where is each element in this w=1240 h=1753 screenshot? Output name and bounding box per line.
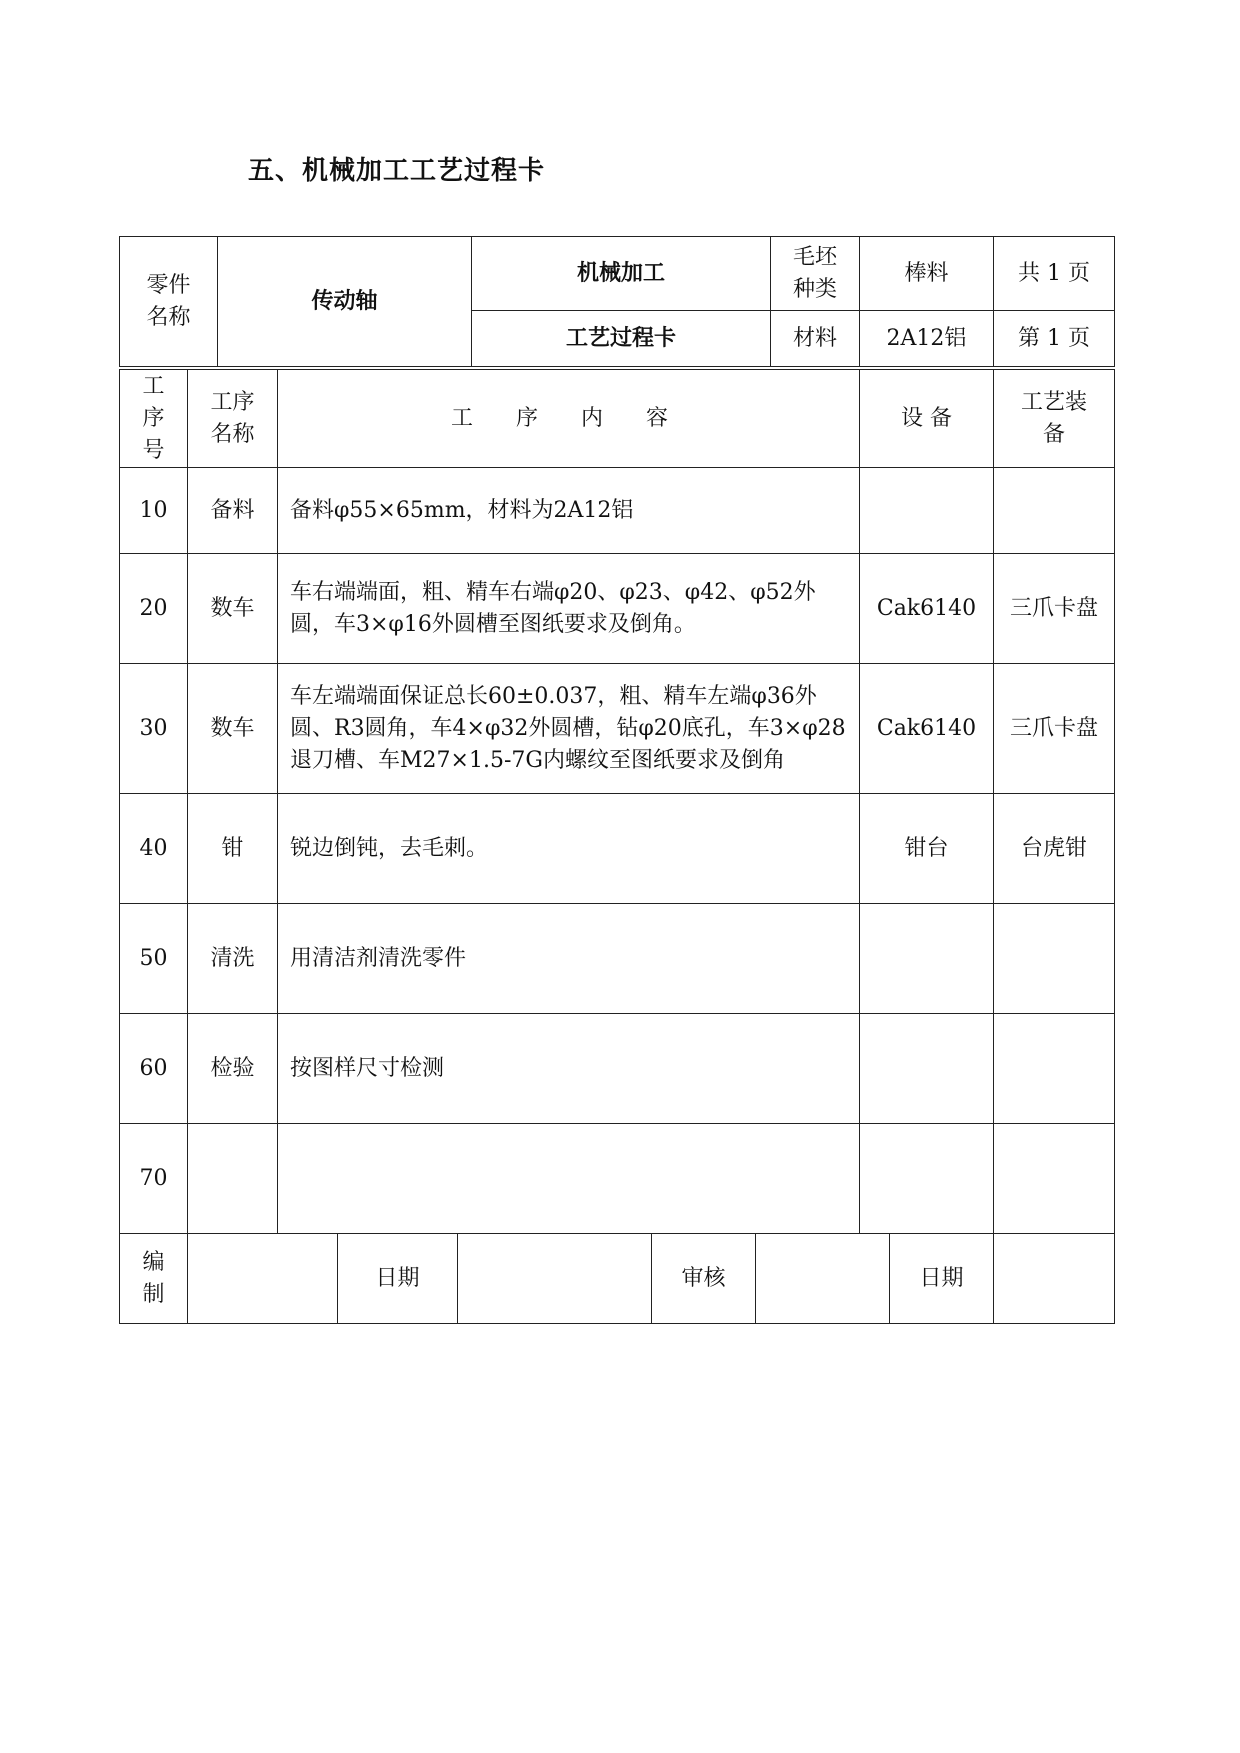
op-name: 钳 <box>188 794 278 904</box>
op-tooling <box>994 904 1115 1014</box>
header-table <box>119 236 1115 367</box>
op-equipment <box>860 468 994 554</box>
date-label-1: 日期 <box>338 1234 458 1324</box>
table-row <box>120 794 1115 904</box>
compiled-by-field <box>188 1234 338 1324</box>
compiled-by-label: 编 制 <box>120 1234 188 1324</box>
card-title-line-1: 机械加工 <box>472 237 771 311</box>
page-title: 五、机械加工工艺过程卡 <box>248 156 546 186</box>
op-content: 备料φ55×65mm，材料为2A12铝 <box>278 468 860 554</box>
blank-type-label: 毛坯 种类 <box>771 237 860 311</box>
page-number: 第 1 页 <box>994 311 1115 367</box>
op-no: 30 <box>120 664 188 794</box>
date-field-2 <box>994 1234 1115 1324</box>
part-name-value: 传动轴 <box>218 237 472 367</box>
op-content: 按图样尺寸检测 <box>278 1014 860 1124</box>
table-row <box>120 554 1115 664</box>
op-name: 数车 <box>188 554 278 664</box>
col-tooling: 工艺装 备 <box>994 370 1115 468</box>
op-equipment <box>860 904 994 1014</box>
part-name-label: 零件 名称 <box>120 237 218 367</box>
total-pages: 共 1 页 <box>994 237 1115 311</box>
blank-type-value: 棒料 <box>860 237 994 311</box>
op-name: 数车 <box>188 664 278 794</box>
op-tooling <box>994 468 1115 554</box>
signature-table <box>119 1233 1115 1324</box>
op-name: 备料 <box>188 468 278 554</box>
op-tooling: 台虎钳 <box>994 794 1115 904</box>
op-content: 用清洁剂清洗零件 <box>278 904 860 1014</box>
card-title-line-2: 工艺过程卡 <box>472 311 771 367</box>
op-content: 车左端端面保证总长60±0.037，粗、精车左端φ36外圆、R3圆角，车4×φ32外圆槽，钻φ20底孔，车3×φ28退刀槽、车M27×1.5-7G内螺纹至图纸要求及倒角 <box>278 664 860 794</box>
material-label: 材料 <box>771 311 860 367</box>
op-name: 检验 <box>188 1014 278 1124</box>
table-row <box>120 664 1115 794</box>
op-equipment: 钳台 <box>860 794 994 904</box>
op-content: 车右端端面，粗、精车右端φ20、φ23、φ42、φ52外圆，车3×φ16外圆槽至图纸要求及倒角。 <box>278 554 860 664</box>
op-no: 20 <box>120 554 188 664</box>
op-content: 锐边倒钝，去毛刺。 <box>278 794 860 904</box>
operations-table <box>119 369 1115 1234</box>
op-no: 60 <box>120 1014 188 1124</box>
op-equipment: Cak6140 <box>860 664 994 794</box>
col-content: 工 序 内 容 <box>278 370 860 468</box>
column-header-row <box>120 370 1115 468</box>
op-equipment <box>860 1014 994 1124</box>
op-tooling: 三爪卡盘 <box>994 664 1115 794</box>
table-row <box>120 1014 1115 1124</box>
op-equipment: Cak6140 <box>860 554 994 664</box>
material-value: 2A12铝 <box>860 311 994 367</box>
reviewer-field <box>756 1234 890 1324</box>
op-name <box>188 1124 278 1234</box>
col-equipment: 设 备 <box>860 370 994 468</box>
table-row <box>120 468 1115 554</box>
op-content <box>278 1124 860 1234</box>
col-op-no: 工 序 号 <box>120 370 188 468</box>
op-no: 70 <box>120 1124 188 1234</box>
op-tooling <box>994 1014 1115 1124</box>
op-no: 40 <box>120 794 188 904</box>
op-no: 50 <box>120 904 188 1014</box>
op-name: 清洗 <box>188 904 278 1014</box>
op-equipment <box>860 1124 994 1234</box>
table-row <box>120 904 1115 1014</box>
review-label: 审核 <box>652 1234 756 1324</box>
table-row <box>120 1124 1115 1234</box>
op-tooling <box>994 1124 1115 1234</box>
date-field-1 <box>458 1234 652 1324</box>
op-no: 10 <box>120 468 188 554</box>
date-label-2: 日期 <box>890 1234 994 1324</box>
col-op-name: 工序 名称 <box>188 370 278 468</box>
op-tooling: 三爪卡盘 <box>994 554 1115 664</box>
